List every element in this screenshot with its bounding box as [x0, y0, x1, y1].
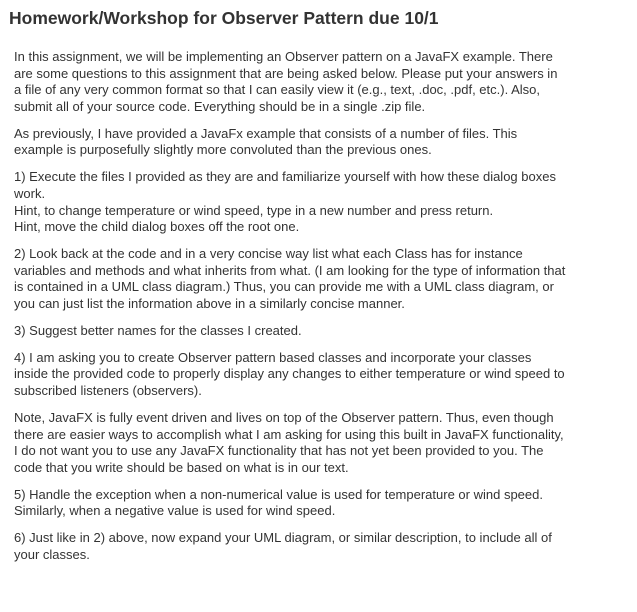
- text-line: 1) Execute the files I provided as they are and familiarize yourself with how these dialog boxes: [14, 169, 556, 185]
- intro-paragraph: [14, 49, 626, 115]
- task-2-paragraph: [14, 246, 626, 312]
- text-line: variables and methods and what inherits from what. (I am looking for the type of information that: [14, 262, 566, 278]
- task-5-paragraph: [14, 487, 626, 520]
- text-line: 6) Just like in 2) above, now expand your UML diagram, or similar description, to include all of: [14, 530, 552, 546]
- text-line: example is purposefully slightly more convoluted than the previous ones.: [14, 142, 432, 158]
- hint-line: Hint, move the child dialog boxes off the root one.: [14, 219, 300, 235]
- text-line: 2) Look back at the code and in a very concise way list what each Class has for instance: [14, 246, 523, 262]
- text-line: is contained in a UML class diagram.) Thus, you can provide me with a UML class diagram, or: [14, 279, 554, 295]
- text-line: In this assignment, we will be implementing an Observer pattern on a JavaFX example. There: [14, 49, 553, 64]
- text-line: you can just list the information above in a similarly concise manner.: [14, 295, 405, 311]
- assignment-body: [14, 49, 626, 574]
- note-paragraph: [14, 410, 626, 476]
- text-line: there are easier ways to accomplish what I am asking for using this built in JavaFX functionality,: [14, 426, 564, 442]
- task-1-paragraph: [14, 169, 626, 235]
- text-line: work.: [14, 185, 46, 201]
- text-line: Similarly, when a negative value is used for wind speed.: [14, 503, 336, 519]
- page-title: Homework/Workshop for Observer Pattern due 10/1: [9, 8, 439, 28]
- text-line: 4) I am asking you to create Observer pattern based classes and incorporate your classes: [14, 349, 532, 365]
- text-line: are some questions to this assignment that are being asked below. Please put your answers in: [14, 65, 558, 81]
- context-paragraph: [14, 126, 626, 159]
- task-3-paragraph: [14, 323, 626, 340]
- text-line: your classes.: [14, 546, 90, 562]
- text-line: inside the provided code to properly display any changes to either temperature or wind speed to: [14, 366, 565, 382]
- text-line: I do not want you to use any JavaFX functionality that has not yet been provided to you. The: [14, 443, 544, 459]
- text-line: subscribed listeners (observers).: [14, 383, 202, 399]
- task-6-paragraph: [14, 530, 626, 563]
- text-line: 5) Handle the exception when a non-numerical value is used for temperature or wind speed.: [14, 486, 543, 502]
- hint-line: Hint, to change temperature or wind speed, type in a new number and press return.: [14, 202, 494, 218]
- task-4-paragraph: [14, 350, 626, 400]
- text-line: As previously, I have provided a JavaFx example that consists of a number of files. This: [14, 125, 518, 141]
- text-line: 3) Suggest better names for the classes I created.: [14, 322, 302, 338]
- text-line: a file of any very common format so that I can easily view it (e.g., text, .doc, .pdf, etc.). Also,: [14, 82, 540, 98]
- text-line: code that you write should be based on what is in our text.: [14, 459, 349, 475]
- text-line: submit all of your source code. Everything should be in a single .zip file.: [14, 98, 426, 114]
- text-line: Note, JavaFX is fully event driven and lives on top of the Observer pattern. Thus, even though: [14, 410, 554, 426]
